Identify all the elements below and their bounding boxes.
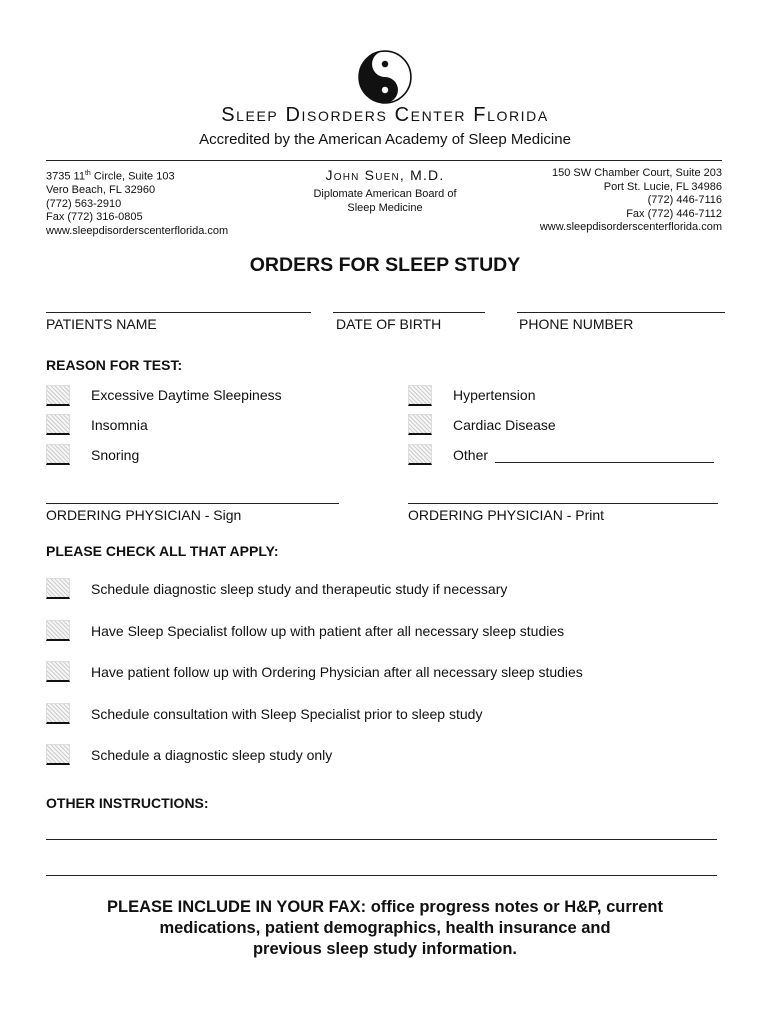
date-of-birth-label: DATE OF BIRTH xyxy=(336,316,442,332)
reason-checkbox-other[interactable] xyxy=(408,444,432,465)
right-phone: (772) 446-7116 xyxy=(647,194,722,206)
check-item-label-4: Schedule consultation with Sleep Specialist prior to sleep study xyxy=(91,706,483,722)
left-website: www.sleepdisorderscenterflorida.com xyxy=(46,224,229,237)
check-item-label-2: Have Sleep Specialist follow up with patient after all necessary sleep studies xyxy=(91,623,565,639)
left-office-address xyxy=(46,167,228,238)
date-of-birth-field[interactable] xyxy=(333,312,485,313)
phone-number-label: PHONE NUMBER xyxy=(519,316,634,332)
check-item-checkbox-4[interactable] xyxy=(46,703,70,724)
check-item-checkbox-5[interactable] xyxy=(46,744,70,765)
reason-for-test-heading: REASON FOR TEST: xyxy=(46,357,183,373)
left-fax: Fax (772) 316-0805 xyxy=(46,211,143,224)
reason-label-snoring: Snoring xyxy=(91,447,140,463)
physician-title-line1: Diplomate American Board of xyxy=(313,188,457,200)
right-website: www.sleepdisorderscenterflorida.com xyxy=(539,221,722,233)
reason-checkbox-snoring[interactable] xyxy=(46,444,70,465)
reason-checkbox-hypertension[interactable] xyxy=(408,385,432,406)
reason-checkbox-insomnia[interactable] xyxy=(46,414,70,435)
reason-other-field[interactable] xyxy=(495,462,714,463)
right-fax: Fax (772) 446-7112 xyxy=(626,207,722,220)
left-street-rest: Circle, Suite 103 xyxy=(90,170,175,183)
physician-print-label: ORDERING PHYSICIAN - Print xyxy=(408,507,605,523)
check-item-checkbox-1[interactable] xyxy=(46,578,70,599)
other-instructions-line-1[interactable] xyxy=(46,839,717,840)
fax-instructions-note xyxy=(60,897,710,960)
yin-yang-logo xyxy=(358,50,412,104)
physician-print-field[interactable] xyxy=(408,503,718,504)
reason-label-hypertension: Hypertension xyxy=(453,387,536,403)
reason-label-other: Other xyxy=(453,447,489,463)
physician-name: John Suen, M.D. xyxy=(325,167,445,183)
fax-note-line2: medications, patient demographics, health insurance and xyxy=(159,919,611,937)
check-item-label-1: Schedule diagnostic sleep study and therapeutic study if necessary xyxy=(91,581,508,597)
reason-checkbox-cardiac-disease[interactable] xyxy=(408,414,432,435)
phone-number-field[interactable] xyxy=(517,312,725,313)
left-street-superscript: th xyxy=(84,170,91,177)
check-item-checkbox-3[interactable] xyxy=(46,661,70,682)
physician-title xyxy=(285,187,485,215)
physician-signature-label: ORDERING PHYSICIAN - Sign xyxy=(46,507,242,523)
left-phone: (772) 563-2910 xyxy=(46,197,122,210)
physician-block xyxy=(285,167,485,215)
check-item-label-3: Have patient follow up with Ordering Physician after all necessary sleep studies xyxy=(91,664,583,680)
left-street xyxy=(46,167,228,184)
fax-note-line1: PLEASE INCLUDE IN YOUR FAX: office progress notes or H&P, current xyxy=(107,898,663,916)
physician-title-line2: Sleep Medicine xyxy=(347,202,423,214)
left-street-number: 3735 11 xyxy=(46,170,85,183)
right-office-address xyxy=(540,167,722,235)
header-divider xyxy=(46,160,722,161)
other-instructions-heading: OTHER INSTRUCTIONS: xyxy=(46,795,209,811)
check-item-checkbox-2[interactable] xyxy=(46,620,70,641)
fax-note-line3: previous sleep study information. xyxy=(252,940,518,958)
reason-label-excessive-sleepiness: Excessive Daytime Sleepiness xyxy=(91,387,282,403)
other-instructions-line-2[interactable] xyxy=(46,875,717,876)
patient-name-field[interactable] xyxy=(46,312,311,313)
left-city: Vero Beach, FL 32960 xyxy=(46,184,156,197)
reason-checkbox-excessive-sleepiness[interactable] xyxy=(46,385,70,406)
check-all-heading: PLEASE CHECK ALL THAT APPLY: xyxy=(46,543,279,559)
reason-label-cardiac-disease: Cardiac Disease xyxy=(453,417,556,433)
reason-label-insomnia: Insomnia xyxy=(91,417,148,433)
patient-name-label: PATIENTS NAME xyxy=(46,316,157,332)
clinic-name: Sleep Disorders Center Florida xyxy=(221,104,549,126)
right-city: Port St. Lucie, FL 34986 xyxy=(603,180,722,193)
accreditation-line: Accredited by the American Academy of Sleep Medicine xyxy=(199,131,571,148)
form-title: ORDERS FOR SLEEP STUDY xyxy=(249,254,521,276)
physician-signature-field[interactable] xyxy=(46,503,339,504)
right-street: 150 SW Chamber Court, Suite 203 xyxy=(552,167,722,179)
check-item-label-5: Schedule a diagnostic sleep study only xyxy=(91,747,333,763)
